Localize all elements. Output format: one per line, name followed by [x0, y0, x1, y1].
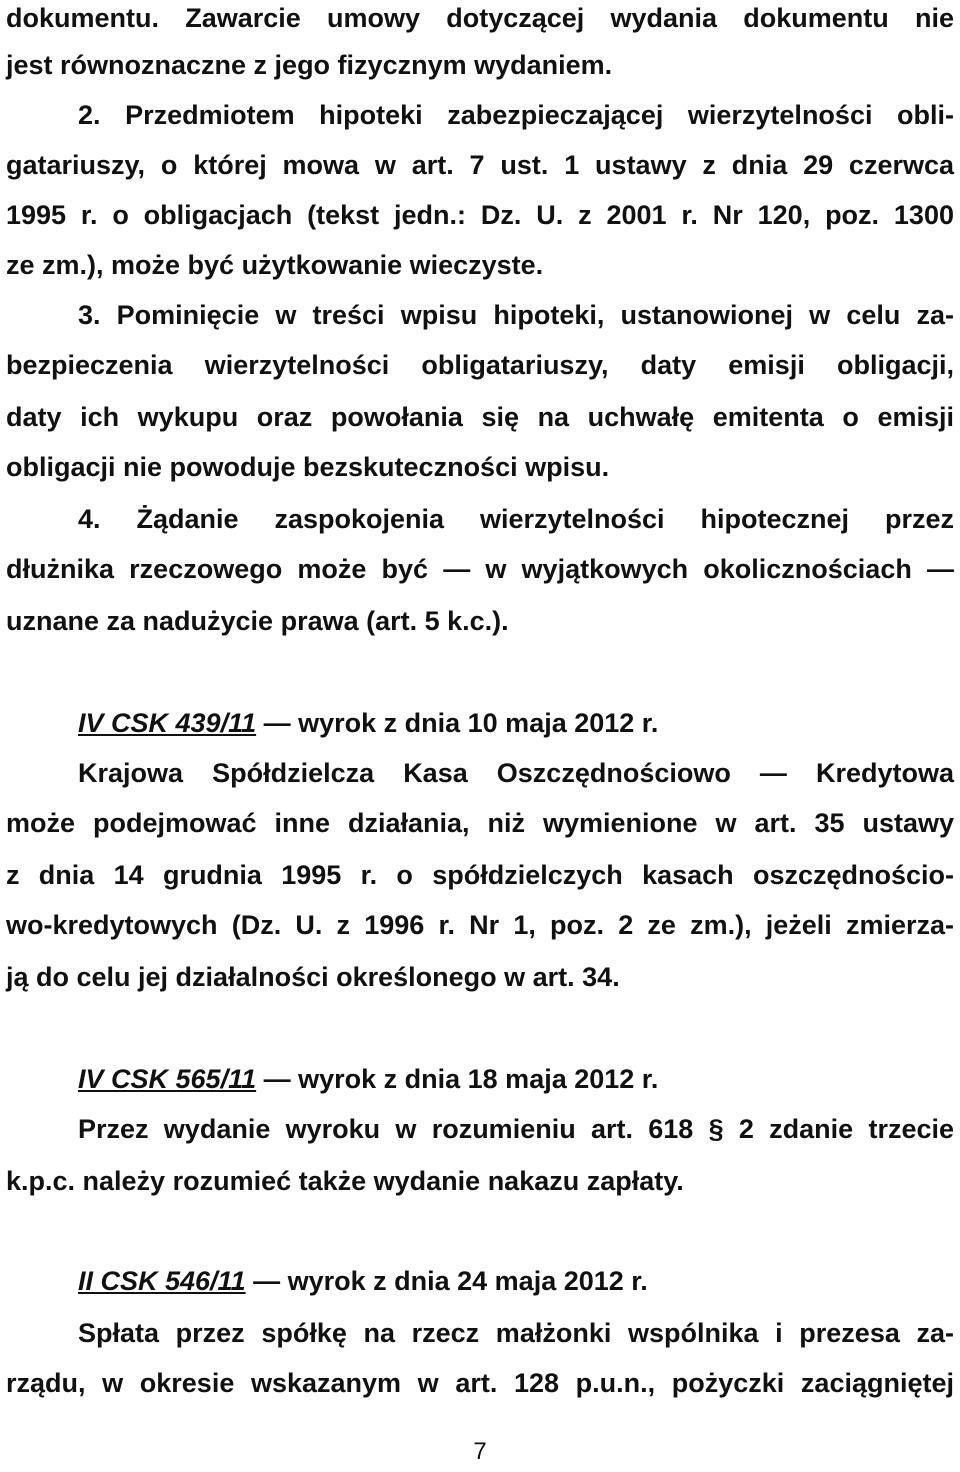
case-signature: IV CSK 565/11: [78, 1064, 257, 1094]
text-line: uznane za nadużycie prawa (art. 5 k.c.).: [6, 606, 509, 636]
text-line: 4. Żądanie zaspokojenia wierzytelności hipotecznej przez: [78, 504, 954, 534]
text-line: Krajowa Spółdzielcza Kasa Oszczędnościowo — Kredytowa: [78, 758, 954, 788]
text-line: jest równoznaczne z jego fizycznym wydaniem.: [6, 50, 613, 80]
text-line: daty ich wykupu oraz powołania się na uchwałę emitenta o emisji: [6, 402, 954, 432]
text-line: dłużnika rzeczowego może być — w wyjątkowych okolicznościach —: [6, 554, 954, 584]
case-heading-text: — wyrok z dnia 10 maja 2012 r.: [256, 708, 659, 738]
case-signature: IV CSK 439/11: [78, 708, 257, 738]
text-line: k.p.c. należy rozumieć także wydanie nakazu zapłaty.: [6, 1166, 684, 1196]
text-line: dokumentu. Zawarcie umowy dotyczącej wydania dokumentu nie: [6, 3, 954, 33]
text-line: może podejmować inne działania, niż wymienione w art. 35 ustawy: [6, 808, 954, 838]
text-line: 2. Przedmiotem hipoteki zabezpieczającej wierzytelności obli-: [78, 100, 954, 130]
text-line: wo-kredytowych (Dz. U. z 1996 r. Nr 1, poz. 2 ze zm.), jeżeli zmierza-: [6, 910, 954, 940]
text-line: 1995 r. o obligacjach (tekst jedn.: Dz. U. z 2001 r. Nr 120, poz. 1300: [6, 200, 954, 230]
text-line: 3. Pominięcie w treści wpisu hipoteki, ustanowionej w celu za-: [78, 300, 954, 330]
case-heading-text: — wyrok z dnia 24 maja 2012 r.: [245, 1266, 648, 1296]
case-heading: [78, 703, 954, 743]
case-heading: [78, 1261, 954, 1301]
case-heading-text: — wyrok z dnia 18 maja 2012 r.: [256, 1064, 659, 1094]
page-number: 7: [473, 1438, 487, 1465]
text-line: Przez wydanie wyroku w rozumieniu art. 618 § 2 zdanie trzecie: [78, 1114, 954, 1144]
text-line: ze zm.), może być użytkowanie wieczyste.: [6, 250, 544, 280]
case-heading: [78, 1059, 954, 1099]
text-line: rządu, w okresie wskazanym w art. 128 p.u.n., pożyczki zaciągniętej: [6, 1368, 954, 1398]
text-line: gatariuszy, o której mowa w art. 7 ust. 1 ustawy z dnia 29 czerwca: [6, 150, 954, 180]
text-line: bezpieczenia wierzytelności obligatariuszy, daty emisji obligacji,: [6, 350, 954, 380]
case-signature: II CSK 546/11: [78, 1266, 246, 1296]
text-line: z dnia 14 grudnia 1995 r. o spółdzielczych kasach oszczędnościo-: [6, 860, 954, 890]
text-line: obligacji nie powoduje bezskuteczności wpisu.: [6, 452, 610, 482]
text-line: Spłata przez spółkę na rzecz małżonki wspólnika i prezesa za-: [78, 1318, 954, 1348]
text-line: ją do celu jej działalności określonego w art. 34.: [6, 962, 620, 992]
